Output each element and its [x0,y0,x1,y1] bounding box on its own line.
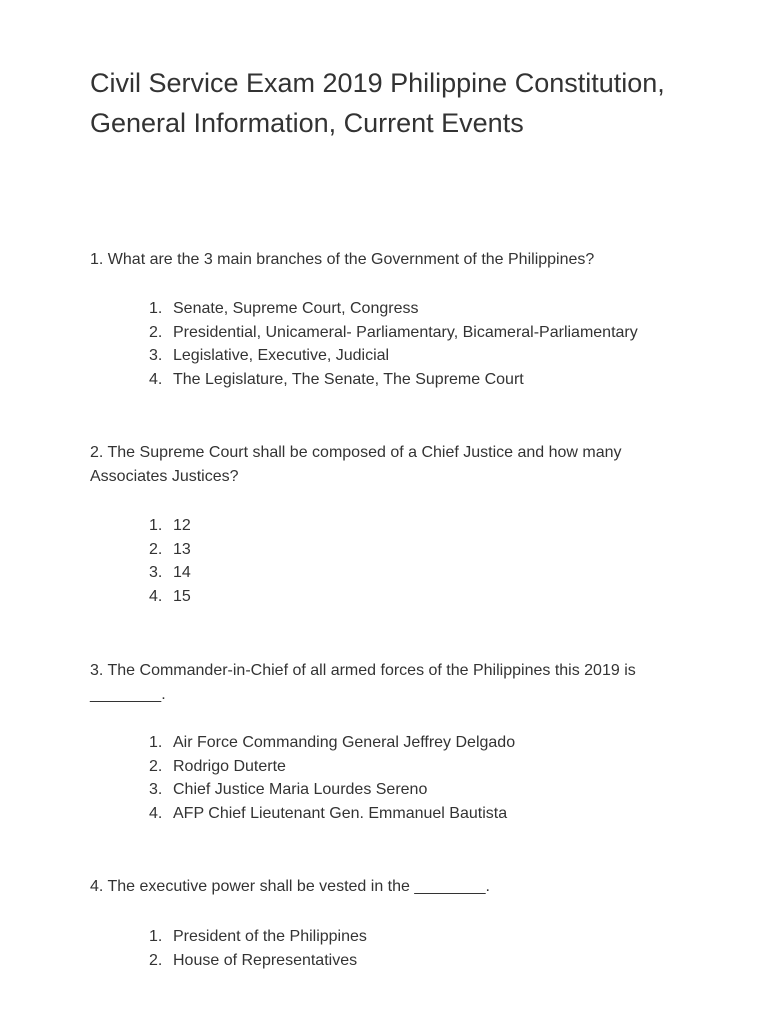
option-number: 1. [149,300,163,317]
question-1-options [149,297,638,391]
option-text: Senate, Supreme Court, Congress [173,300,419,317]
option-number: 2. [149,757,163,775]
option-text: 12 [173,517,191,534]
option-text: The Legislature, The Senate, The Supreme Court [173,370,524,388]
list-item [149,297,638,321]
option-number: 1. [149,734,163,751]
option-text: Legislative, Executive, Judicial [173,347,390,364]
list-item [149,755,515,779]
option-number: 4. [149,587,163,605]
list-item [149,321,638,345]
list-item [149,538,191,562]
option-text: President of the Philippines [173,928,367,945]
option-number: 2. [149,540,163,558]
list-item [149,949,367,973]
question-3-text: 3. The Commander-in-Chief of all armed forces of the Philippines this 2019 is ________. [90,662,636,703]
option-text: Rodrigo Duterte [173,757,286,775]
list-item [149,561,191,585]
option-text: Presidential, Unicameral- Parliamentary, Bicameral-Parliamentary [173,323,638,341]
option-number: 4. [149,804,163,822]
option-number: 3. [149,347,163,364]
list-item [149,925,367,949]
option-number: 4. [149,370,163,388]
list-item [149,344,638,368]
list-item [149,802,515,826]
option-text: Chief Justice Maria Lourdes Sereno [173,781,428,798]
question-3-options [149,731,516,825]
option-number: 1. [149,928,163,945]
question-2-options [149,514,191,608]
option-text: AFP Chief Lieutenant Gen. Emmanuel Bautista [173,804,508,822]
option-text: 15 [173,587,191,605]
page-title: Civil Service Exam 2019 Philippine Constitution, General Information, Current Events [90,68,665,138]
question-4-text: 4. The executive power shall be vested in the ________. [90,878,490,895]
option-number: 3. [149,564,163,581]
list-item [149,368,638,392]
list-item [149,514,191,538]
question-2-text: 2. The Supreme Court shall be composed of a Chief Justice and how many Associates Justices? [90,444,622,485]
list-item [149,585,191,609]
option-number: 3. [149,781,163,798]
option-number: 1. [149,517,163,534]
option-text: 14 [173,564,191,581]
option-number: 2. [149,951,163,969]
question-1-text: 1. What are the 3 main branches of the Government of the Philippines? [90,251,595,268]
list-item [149,778,515,802]
list-item [149,731,516,755]
question-4-options [149,925,367,972]
option-text: Air Force Commanding General Jeffrey Delgado [173,734,516,751]
option-number: 2. [149,323,163,341]
option-text: 13 [173,540,191,558]
option-text: House of Representatives [173,951,358,969]
